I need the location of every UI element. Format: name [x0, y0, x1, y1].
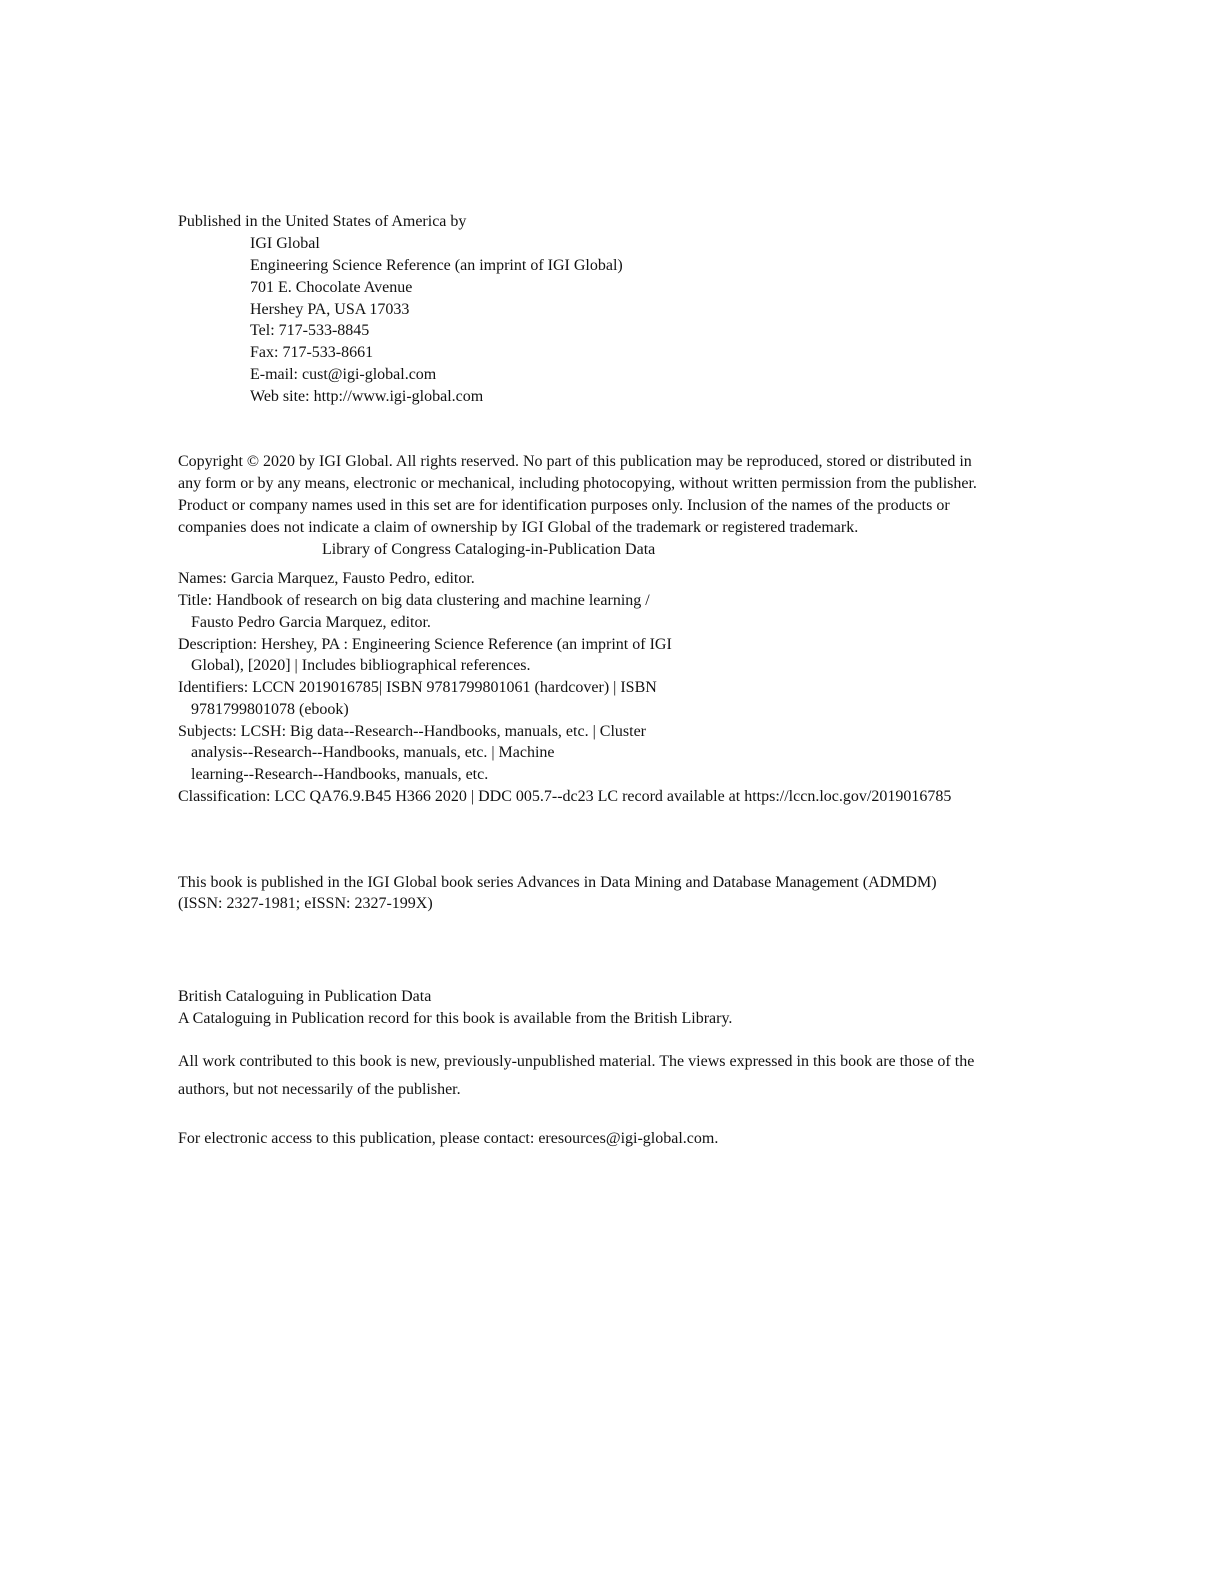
copyright-line-3: Product or company names used in this set are for identification purposes only. Inclusion of the names of the products or: [178, 497, 950, 514]
disclaimer-line-2: authors, but not necessarily of the publisher.: [178, 1081, 461, 1098]
cip-identifiers-cont: 9781799801078 (ebook): [191, 701, 349, 718]
cip-description: Description: Hershey, PA : Engineering Science Reference (an imprint of IGI: [178, 636, 672, 653]
publisher-email: E-mail: cust@igi-global.com: [250, 366, 437, 383]
cip-names: Names: Garcia Marquez, Fausto Pedro, editor.: [178, 570, 475, 587]
publisher-tel: Tel: 717-533-8845: [250, 322, 370, 339]
publisher-website: Web site: http://www.igi-global.com: [250, 388, 484, 405]
cip-title-cont: Fausto Pedro Garcia Marquez, editor.: [191, 614, 431, 631]
cip-heading: Library of Congress Cataloging-in-Publication Data: [322, 541, 656, 558]
published-by-intro: Published in the United States of America by: [178, 213, 467, 230]
publisher-imprint: Engineering Science Reference (an imprint of IGI Global): [250, 257, 623, 274]
cip-identifiers: Identifiers: LCCN 2019016785| ISBN 9781799801061 (hardcover) | ISBN: [178, 679, 657, 696]
publisher-street: 701 E. Chocolate Avenue: [250, 279, 413, 296]
cip-description-cont: Global), [2020] | Includes bibliographical references.: [191, 657, 531, 674]
cip-subjects-cont-2: learning--Research--Handbooks, manuals, etc.: [191, 766, 489, 783]
copyright-line-1: Copyright © 2020 by IGI Global. All rights reserved. No part of this publication may be reproduced, stored or distributed in: [178, 453, 972, 470]
disclaimer-line-1: All work contributed to this book is new, previously-unpublished material. The views expressed in this book are those of the: [178, 1053, 975, 1070]
publisher-city: Hershey PA, USA 17033: [250, 301, 410, 318]
series-line-1: This book is published in the IGI Global book series Advances in Data Mining and Database Management (ADMDM): [178, 874, 937, 891]
publisher-name: IGI Global: [250, 235, 320, 252]
copyright-line-4: companies does not indicate a claim of ownership by IGI Global of the trademark or registered trademark.: [178, 519, 859, 536]
british-cip-heading: British Cataloguing in Publication Data: [178, 988, 432, 1005]
cip-title: Title: Handbook of research on big data clustering and machine learning /: [178, 592, 650, 609]
series-line-2: (ISSN: 2327-1981; eISSN: 2327-199X): [178, 895, 433, 912]
british-cip-text: A Cataloguing in Publication record for this book is available from the British Library.: [178, 1010, 733, 1027]
cip-classification: Classification: LCC QA76.9.B45 H366 2020 | DDC 005.7--dc23 LC record available at https://lccn.loc.gov/2019016785: [178, 788, 952, 805]
cip-subjects-cont-1: analysis--Research--Handbooks, manuals, etc. | Machine: [191, 744, 555, 761]
electronic-access: For electronic access to this publication, please contact: eresources@igi-global.com.: [178, 1130, 719, 1147]
cip-subjects: Subjects: LCSH: Big data--Research--Handbooks, manuals, etc. | Cluster: [178, 723, 646, 740]
publisher-fax: Fax: 717-533-8661: [250, 344, 374, 361]
copyright-line-2: any form or by any means, electronic or mechanical, including photocopying, without written permission from the publisher.: [178, 475, 977, 492]
